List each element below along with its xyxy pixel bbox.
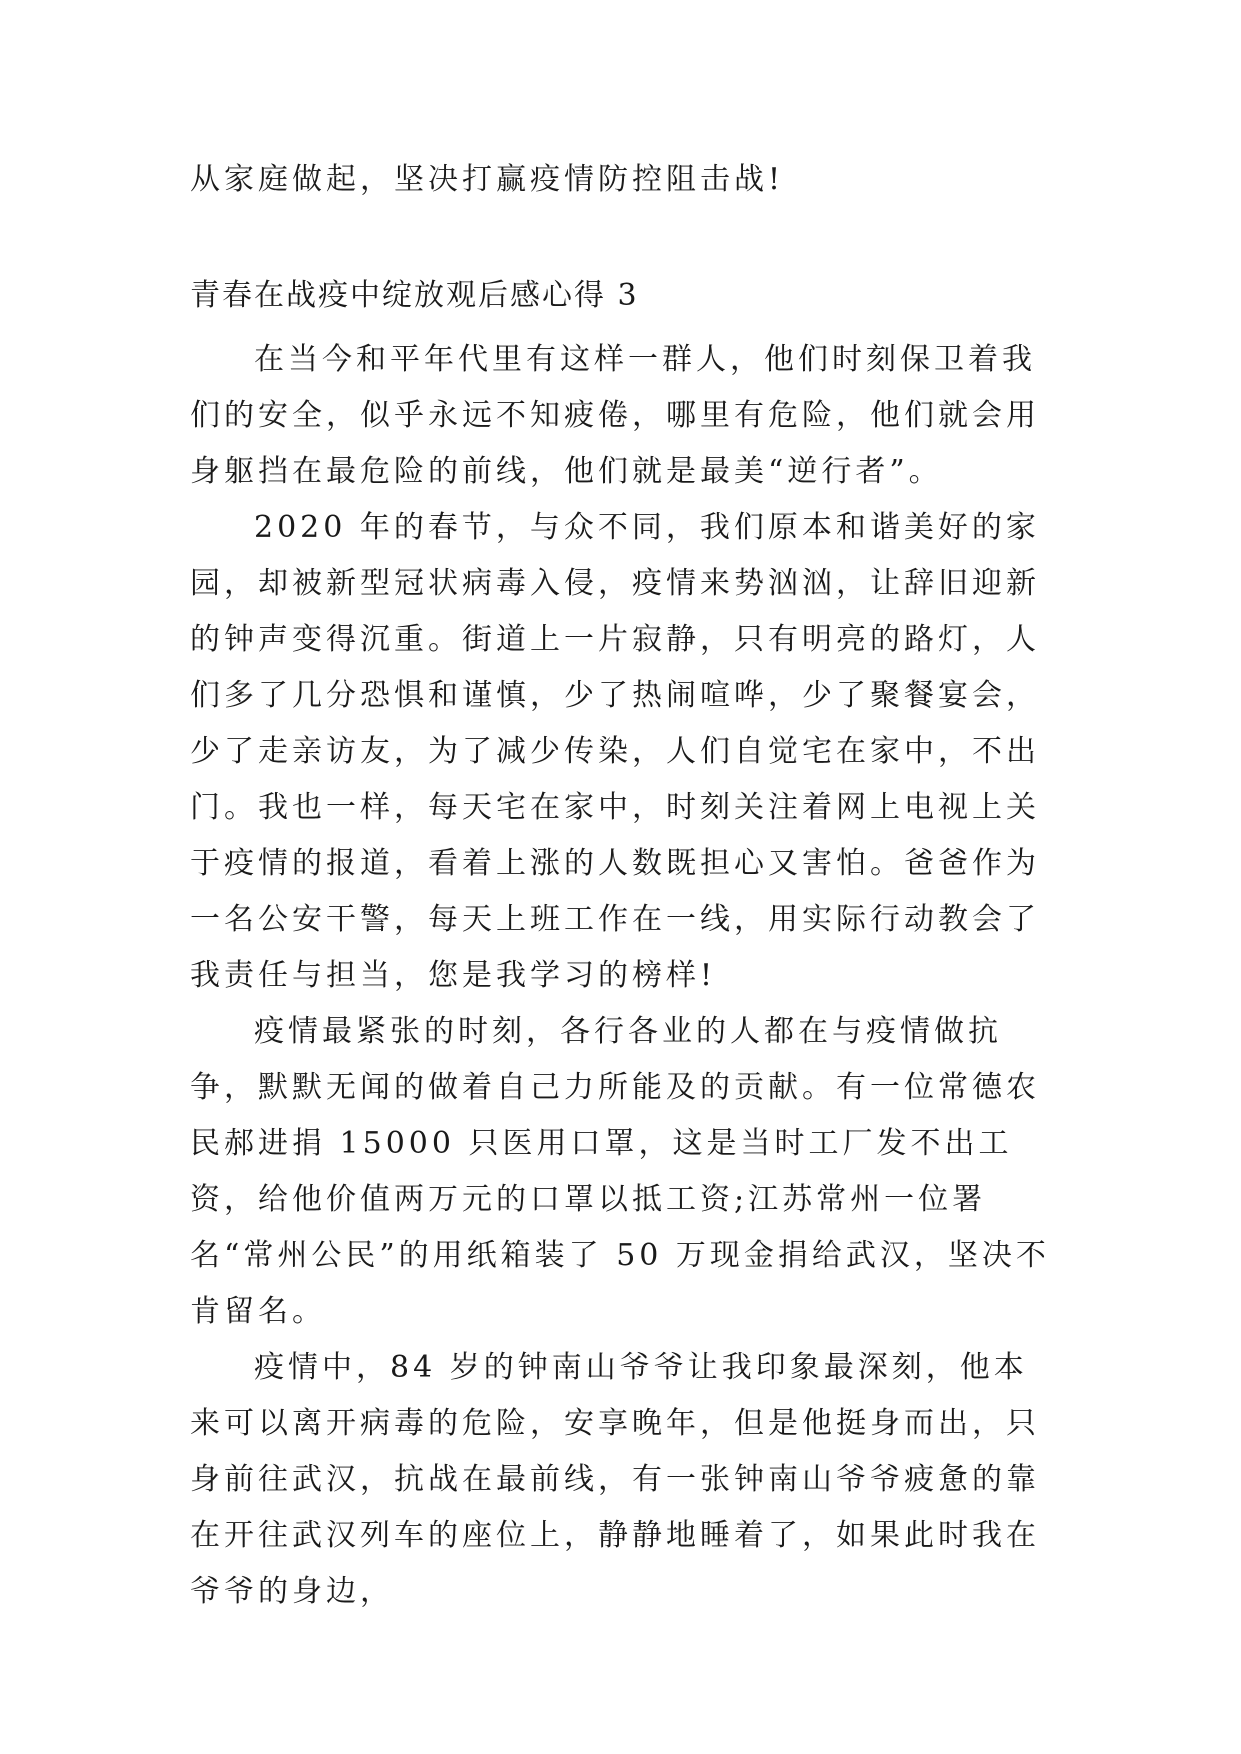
section-title: 青春在战疫中绽放观后感心得 3 [190,278,639,313]
paragraph-2: 2020 年的春节，与众不同，我们原本和谐美好的家园，却被新型冠状病毒入侵，疫情来势汹汹，让辞旧迎新的钟声变得沉重。街道上一片寂静，只有明亮的路灯，人们多了几分恐惧和谨慎，少了热闹喧哗，少了聚餐宴会，少了走亲访友，为了减少传染，人们自觉宅在家中，不出门。我也一样，每天宅在家中，时刻关注着网上电视上关于疫情的报道，看着上涨的人数既担心又害怕。爸爸作为一名公安干警，每天上班工作在一线，用实际行动教会了我责任与担当，您是我学习的榜样! [190,510,1040,993]
paragraph-3: 疫情最紧张的时刻，各行各业的人都在与疫情做抗争，默默无闻的做着自己力所能及的贡献。有一位常德农民郝进捐 15000 只医用口罩，这是当时工厂发不出工资，给他价值两万元的口罩以抵工资;江苏常州一位署名“常州公民”的用纸箱装了 50 万现金捐给武汉，坚决不肯留名。 [190,1014,1050,1329]
lead-line: 从家庭做起，坚决打赢疫情防控阻击战! [190,162,785,197]
document-body [190,332,1050,1620]
paragraph-1: 在当今和平年代里有这样一群人，他们时刻保卫着我们的安全，似乎永远不知疲倦，哪里有危险，他们就会用身躯挡在最危险的前线，他们就是最美“逆行者”。 [190,342,1040,489]
paragraph-4: 疫情中，84 岁的钟南山爷爷让我印象最深刻，他本来可以离开病毒的危险，安享晚年，但是他挺身而出，只身前往武汉，抗战在最前线，有一张钟南山爷爷疲惫的靠在开往武汉列车的座位上，静静地睡着了，如果此时我在爷爷的身边， [190,1350,1040,1609]
